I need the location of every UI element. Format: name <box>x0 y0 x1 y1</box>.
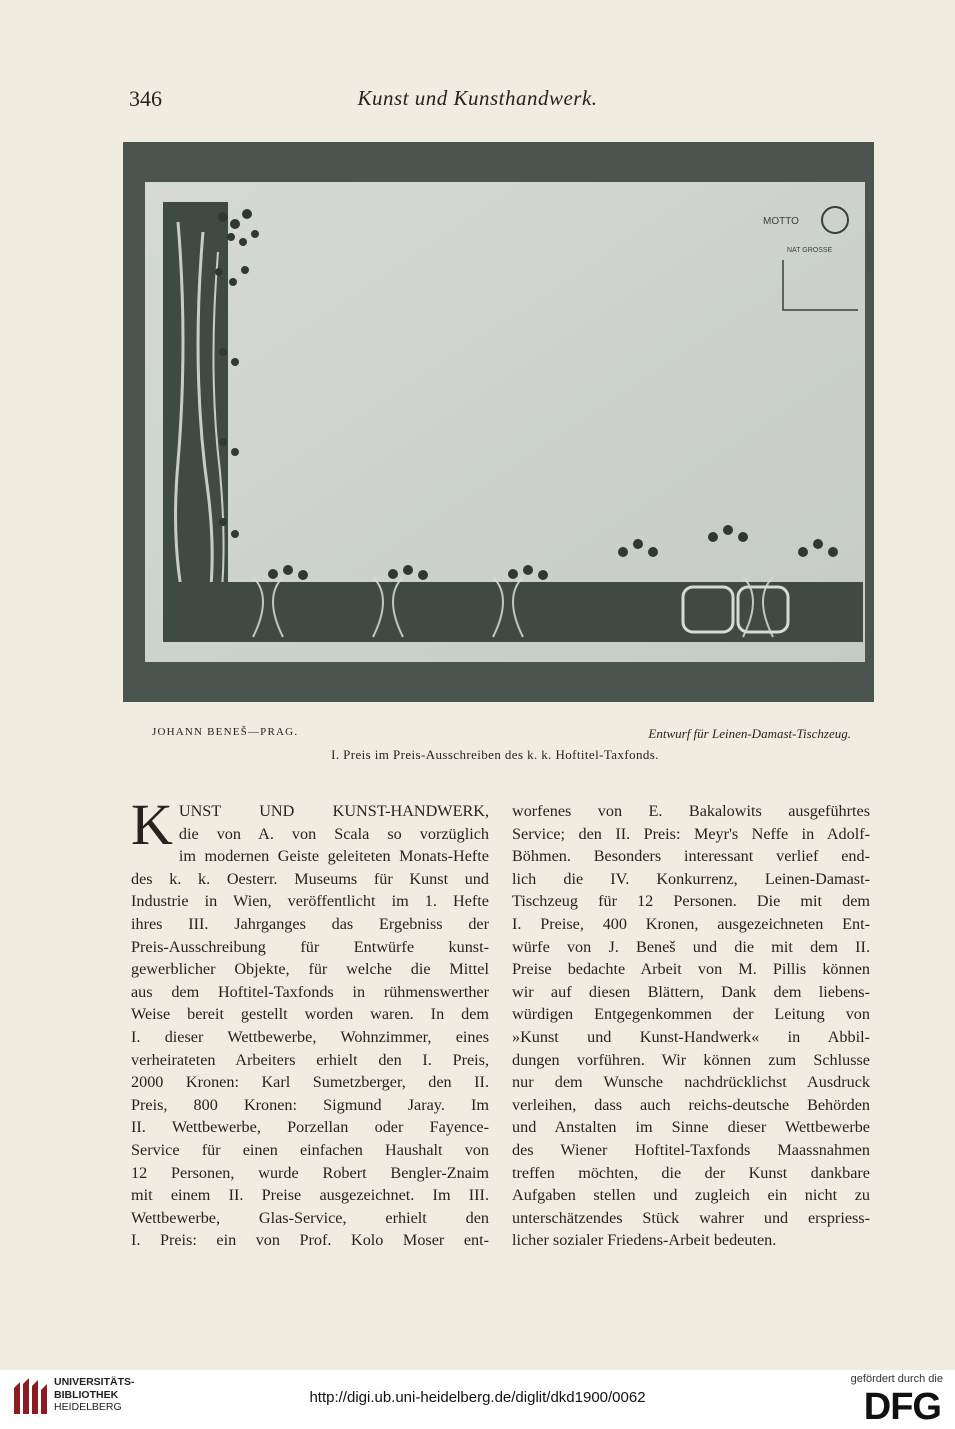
text-line: worfenes von E. Bakalowits ausgeführtes <box>512 802 870 820</box>
text-line: gewerblicher Objekte, für welche die Mittel <box>131 960 489 979</box>
text-line: I. dieser Wettbewerbe, Wohnzimmer, eines <box>131 1027 489 1046</box>
running-title: Kunst und Kunsthandwerk. <box>357 86 598 110</box>
tablecloth-plate-image <box>123 142 874 702</box>
text-line: »Kunst und Kunst-Handwerk« in Abbil- <box>512 1027 870 1046</box>
text-line: UNST UND KUNST-HANDWERK, <box>178 802 489 820</box>
library-line-2: BIBLIOTHEK <box>54 1388 119 1401</box>
library-line-3: HEIDELBERG <box>54 1401 122 1413</box>
caption-prize: I. Preis im Preis-Ausschreiben des k. k. Hoftitel-Taxfonds. <box>331 747 659 762</box>
text-line: und Anstalten im Sinne dieser Wettbewerbe <box>512 1118 870 1137</box>
text-line: lich die IV. Konkurrenz, Leinen-Damast- <box>512 869 870 888</box>
stamp-motto: MOTTO <box>763 216 799 227</box>
text-line: Tischzeug für 12 Personen. Die mit dem <box>512 892 870 911</box>
text-line: verleihen, dass auch reichs-deutsche Behörden <box>512 1095 870 1114</box>
text-line: im modernen Geiste geleiteten Monats-Hefte <box>178 847 489 866</box>
text-line: 12 Personen, wurde Robert Bengler-Znaim <box>131 1163 489 1182</box>
text-line: 2000 Kronen: Karl Sumetzberger, den II. <box>131 1073 489 1092</box>
permalink-url[interactable]: http://digi.ub.uni-heidelberg.de/diglit/dkd1900/0062 <box>309 1389 646 1406</box>
library-line-1: UNIVERSITÄTS- <box>54 1376 135 1388</box>
text-line: dungen vorführen. Wir können zum Schlusse <box>512 1050 870 1069</box>
text-line: Weise bereit gestellt worden waren. In dem <box>131 1005 489 1024</box>
text-line: die von A. von Scala so vorzüglich <box>178 824 489 843</box>
drop-cap: K <box>131 792 173 857</box>
text-line: Service; den II. Preis: Meyr's Neffe in Adolf- <box>512 824 870 843</box>
text-line: treffen möchten, die der Kunst dankbare <box>512 1163 870 1182</box>
text-line: würdigen Entgegenkommen der Leitung von <box>512 1005 870 1024</box>
text-line: Preise bedachte Arbeit von M. Pillis können <box>512 960 870 979</box>
text-line: Aufgaben stellen und zugleich ein nicht zu <box>512 1186 870 1205</box>
text-line: Preis-Ausschreibung für Entwürfe kunst- <box>131 937 489 956</box>
text-line: unterschätzendes Stück wahrer und erspriess- <box>512 1208 870 1227</box>
text-line: I. Preise, 400 Kronen, ausgezeichneten Ent- <box>512 914 870 933</box>
funding-label: gefördert durch die <box>850 1373 943 1385</box>
page-number: 346 <box>129 86 162 111</box>
text-line: aus dem Hoftitel-Taxfonds in rühmenswerther <box>131 982 489 1001</box>
text-line: wir auf diesen Blättern, Dank dem liebens- <box>512 982 870 1001</box>
text-line: Wettbewerbe, Glas-Service, erhielt den <box>131 1208 489 1227</box>
text-line: II. Wettbewerbe, Porzellan oder Fayence- <box>131 1118 489 1137</box>
text-line: des Wiener Hoftitel-Taxfonds Maassnahmen <box>512 1140 870 1159</box>
text-line: Preis, 800 Kronen: Sigmund Jaray. Im <box>131 1095 489 1114</box>
stamp-size: NAT GROSSE <box>787 247 833 254</box>
text-line: würfe von J. Beneš und die mit dem II. <box>512 937 870 956</box>
text-line: I. Preis: ein von Prof. Kolo Moser ent- <box>131 1231 489 1250</box>
text-line: licher sozialer Friedens-Arbeit bedeuten. <box>512 1231 777 1250</box>
text-line: Service für einen einfachen Haushalt von <box>131 1140 489 1159</box>
tablecloth-illustration <box>123 142 874 702</box>
text-line: Böhmen. Besonders interessant verlief end- <box>512 847 870 866</box>
text-line: ihres III. Jahrganges das Ergebniss der <box>131 914 489 933</box>
caption-artist: JOHANN BENEŠ—PRAG. <box>152 726 299 738</box>
text-line: des k. k. Oesterr. Museums für Kunst und <box>131 869 489 888</box>
dfg-logo: DFG <box>863 1386 941 1428</box>
text-column-right <box>512 800 870 1252</box>
text-line: verheirateten Arbeiters erhielt den I. Preis, <box>131 1050 489 1069</box>
text-line: Industrie in Wien, veröffentlicht im 1. Hefte <box>131 892 489 911</box>
text-line: mit einem II. Preise ausgezeichnet. Im III. <box>131 1186 489 1205</box>
text-column-left <box>131 792 489 1252</box>
text-line: nur dem Wunsche nachdrücklichst Ausdruck <box>512 1073 870 1092</box>
caption-title: Entwurf für Leinen-Damast-Tischzeug. <box>648 726 851 741</box>
